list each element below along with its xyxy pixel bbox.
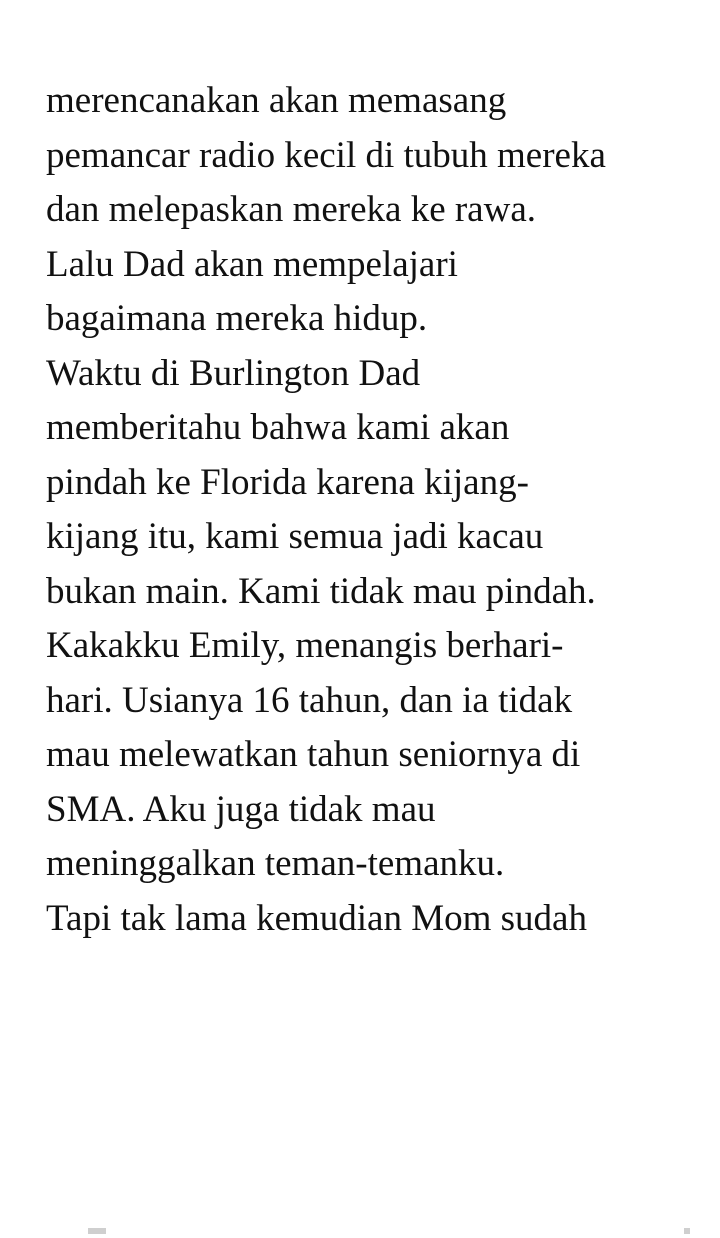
- page-footer-cut-off: [0, 1212, 720, 1238]
- page-body-text: [46, 74, 706, 946]
- text-line: Tapi tak lama kemudian Mom sudah: [46, 897, 587, 939]
- text-line: Lalu Dad akan mempelajari: [46, 243, 458, 285]
- text-line: kijang itu, kami semua jadi kacau: [46, 516, 544, 557]
- text-line: SMA. Aku juga tidak mau: [46, 788, 436, 830]
- footer-fragment-left: [88, 1228, 106, 1234]
- text-line: hari. Usianya 16 tahun, dan ia tidak: [46, 679, 573, 721]
- text-line: dan melepaskan mereka ke rawa.: [46, 189, 536, 230]
- text-line: memberitahu bahwa kami akan: [46, 407, 510, 448]
- text-line: pindah ke Florida karena kijang-: [46, 461, 529, 503]
- text-line: bagaimana mereka hidup.: [46, 298, 428, 339]
- text-line: mau melewatkan tahun seniornya di: [46, 734, 581, 775]
- text-line: pemancar radio kecil di tubuh mereka: [46, 134, 606, 176]
- text-line: Waktu di Burlington Dad: [46, 352, 421, 394]
- text-line: Kakakku Emily, menangis berhari-: [46, 625, 564, 666]
- text-line: bukan main. Kami tidak mau pindah.: [46, 570, 596, 612]
- text-line: merencanakan akan memasang: [46, 80, 507, 121]
- text-line: meninggalkan teman-temanku.: [46, 843, 505, 884]
- footer-fragment-right: [684, 1228, 690, 1234]
